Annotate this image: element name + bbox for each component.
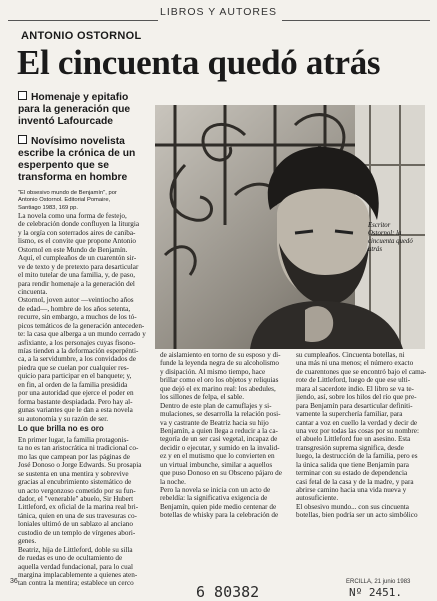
- text-line: te: la casa que alberga a un mundo cerrado y: [18, 330, 146, 339]
- photo-caption: Escritor Ostornol: la cincuenta quedó atrás: [368, 222, 413, 253]
- text-line: de celebración donde confluyen la liturgia: [18, 220, 140, 229]
- text-line: genes.: [18, 537, 37, 546]
- text-line: los sillones de felpa, el sable.: [160, 393, 245, 402]
- text-line: terminar con su estado de dependencia: [296, 469, 408, 478]
- text-line: mara al sacerdote indio. El libro se va te-: [296, 384, 414, 393]
- article-column-3: [296, 351, 430, 520]
- deck-line: para la generación que: [18, 104, 131, 115]
- deck-line: Novísimo novelista: [18, 135, 156, 148]
- text-line: por una autoridad que ejerce el poder en: [18, 389, 134, 398]
- article-column-1: [18, 212, 158, 588]
- text-line: Ostornol, joven autor —veintiocho años: [18, 296, 134, 305]
- text-line: El obsesivo mundo... con sus cincuenta: [296, 502, 409, 511]
- book-credit: "El obsesivo mundo de Benjamín", por Antonio Ostornol. Editorial Pomaire, Santiago 1983, 169 pp.: [18, 190, 117, 211]
- text-line: mulaciones, se desarrolla la relación posi-: [160, 410, 281, 419]
- text-line: y la orgía con soterrados aires de caniba-: [18, 228, 136, 237]
- text-line: En primer lugar, la familia protagonis-: [18, 435, 129, 444]
- text-line: cincuenta.: [18, 287, 48, 296]
- top-rule-right: [282, 20, 430, 21]
- article-title: El cincuenta quedó atrás: [17, 43, 381, 82]
- text-line: decidir o ejecutar, y sumido en la invalid-: [160, 443, 280, 452]
- text-line: un acto vergonzoso cometido por su fun-: [18, 486, 136, 495]
- deck-line: escribe la crónica de un: [18, 148, 136, 159]
- deck-line: inventó Lafourcade: [18, 116, 113, 127]
- text-line: vamente la superchería familiar, para: [296, 410, 403, 419]
- text-line: de ruedas es uno de ocultamiento de: [18, 554, 123, 563]
- text-line: ta no es tan aristocrática ni tradicional co-: [18, 444, 139, 453]
- text-line: picos temáticos de la generación anteceden-: [18, 321, 145, 330]
- handwritten-number-top: 6 80382: [196, 583, 260, 601]
- square-bullet-icon: [18, 135, 27, 144]
- text-line: mo las que campean por las páginas de: [18, 452, 130, 461]
- text-line: el mito tutelar de una familia, y, de paso,: [18, 271, 136, 280]
- text-line: quicio para participar en el banquete; y,: [18, 372, 132, 381]
- text-line: aquella verdad fundacional, para lo cual: [18, 562, 133, 571]
- text-line: la única salida que tiene Benjamín para: [296, 460, 409, 469]
- text-line: rebeldía: la significativa exigencia de: [160, 494, 268, 503]
- text-line: su cumpleaños. Cincuenta botellas, ni: [296, 351, 405, 359]
- text-line: de cuarentones que se encontró bajo el cama-: [296, 367, 427, 376]
- text-line: loniales ultimó de un sablazo al anciano: [18, 520, 133, 529]
- text-line: en fin, al orden de la familia presidida: [18, 380, 128, 389]
- article-column-2: [160, 351, 292, 520]
- text-line: Pero la novela se inicia con un acto de: [160, 486, 271, 494]
- subheading: Lo que brilla no es oro: [18, 423, 104, 433]
- text-line: que dejó el ex marino real: los abedules,: [160, 384, 276, 393]
- text-line: de edad—, hombre de los años setenta,: [18, 304, 131, 313]
- text-line: forma bastante despiadada. Pero hay al-: [18, 397, 133, 406]
- text-line: margina implacablemente a quienes aten-: [18, 570, 138, 579]
- text-line: luego, la destrucción de la familia, pero es: [296, 452, 418, 461]
- text-line: transgresión suprema significa, desde: [296, 443, 404, 452]
- text-line: autosuficiente.: [296, 494, 339, 503]
- text-line: tan contra la mentira; establece un cerco: [18, 579, 134, 588]
- text-line: jiendo, así, sobre los hilos del río que pre-: [296, 393, 417, 402]
- text-line: Littleford, ex oficial de la marina real bri-: [18, 503, 139, 512]
- text-line: lismo, es el convite que propone Antonio: [18, 237, 136, 246]
- text-line: el abuelo Littleford fue un asesino. Esta: [296, 435, 411, 444]
- text-line: Ostornol en este Mundo de Benjamín.: [18, 245, 128, 254]
- text-line: custodio de un templo de vírgenes abori-: [18, 528, 136, 537]
- text-line: va y castrante de Beatriz hacia su hijo: [160, 418, 269, 427]
- text-line: Dentro de este plan de camuflajes y si-: [160, 401, 272, 410]
- text-line: que puso Donoso en su Obsceno pájaro de: [160, 469, 282, 478]
- text-line: ez y en el mutismo que lo convierten en: [160, 452, 275, 461]
- text-line: dador, el "venerable" abuelo, Sir Hubert: [18, 495, 134, 503]
- text-line: para rendir homenaje a la generación del: [18, 279, 135, 288]
- text-line: mías tienden a la deformación esperpénti-: [18, 347, 139, 355]
- text-line: botellas de whisky para la celebración de: [160, 511, 279, 520]
- text-line: casi fetal de la casa y de la madre, y para: [296, 477, 414, 486]
- text-line: abrirse camino hacia una vida nueva y: [296, 486, 407, 494]
- top-rule-left: [8, 20, 158, 21]
- text-line: funde la leyenda negra de su alcoholismo: [160, 359, 279, 368]
- text-line: tánica, quien en una de sus travesuras co-: [18, 511, 137, 520]
- text-line: La novela como una forma de festejo,: [18, 212, 127, 220]
- page-number: 36: [10, 578, 18, 585]
- text-line: y disipación. Al mismo tiempo, hace: [160, 367, 266, 376]
- text-line: su autonomía y su razón de ser.: [18, 414, 109, 423]
- text-line: asfixiante, a los personajes cuyas fisono-: [18, 338, 136, 347]
- text-line: de aislamiento en torno de su esposo y di-: [160, 351, 281, 359]
- text-line: ca, a la servidumbre, a los convidados de: [18, 355, 136, 364]
- deck-2: [18, 135, 156, 184]
- text-line: recurre, sin embargo, a muchos de los tó-: [18, 313, 137, 322]
- text-line: para Benjamín para desarticular definiti-: [296, 401, 413, 410]
- text-line: una más ni una menos; el número exacto: [296, 359, 414, 368]
- deck-1: [18, 91, 156, 128]
- handwritten-number-bottom: Nº 2451.: [349, 586, 402, 599]
- text-line: tegoría de un ser casi vegetal, incapaz de: [160, 435, 278, 444]
- deck-line: Homenaje y epitafio: [18, 91, 156, 104]
- text-line: Benjamín, quien pide medio centenar de: [160, 502, 277, 511]
- text-line: ve de texto y de pretexto para desarticular: [18, 262, 139, 271]
- text-line: gunas variantes que le dan a esta novela: [18, 406, 133, 415]
- text-line: gracias al encubrimiento sistemático de: [18, 478, 132, 487]
- text-line: Benjamín, a quien llega a reducir a la ca-: [160, 426, 278, 435]
- text-line: Beatriz, hija de Littleford, doble su silla: [18, 545, 133, 554]
- author-byline: ANTONIO OSTORNOL: [21, 30, 142, 42]
- text-line: un virtual imbunche, similar a aquellos: [160, 460, 273, 469]
- text-line: Aquí, el cumpleaños de un cuarentón sir-: [18, 254, 137, 263]
- issue-line: ERCILLA, 21 junio 1983: [346, 579, 411, 585]
- text-line: rote de Littleford, luego de que ese ulti-: [296, 376, 411, 385]
- text-line: se sustenta en una mentira y sobrevive: [18, 469, 129, 478]
- text-line: cantar a voz en cuello la verdad y decir de: [296, 418, 418, 427]
- text-line: una vez por todas las cosas por su nombre:: [296, 426, 419, 435]
- text-line: la noche.: [160, 477, 186, 486]
- square-bullet-icon: [18, 91, 27, 100]
- text-line: botellas, bien podría ser un acto simbólico: [296, 511, 418, 520]
- text-line: José Donoso o Jorge Edwards. Su prosapia: [18, 461, 142, 470]
- text-line: brillar como el oro los objetos y reliquias: [160, 376, 279, 385]
- section-label: LIBROS Y AUTORES: [160, 6, 277, 18]
- deck-line: esperpento que se: [18, 160, 109, 171]
- text-line: piedra que se cuelan por cualquier res-: [18, 363, 129, 372]
- deck-line: transforma en hombre: [18, 172, 128, 183]
